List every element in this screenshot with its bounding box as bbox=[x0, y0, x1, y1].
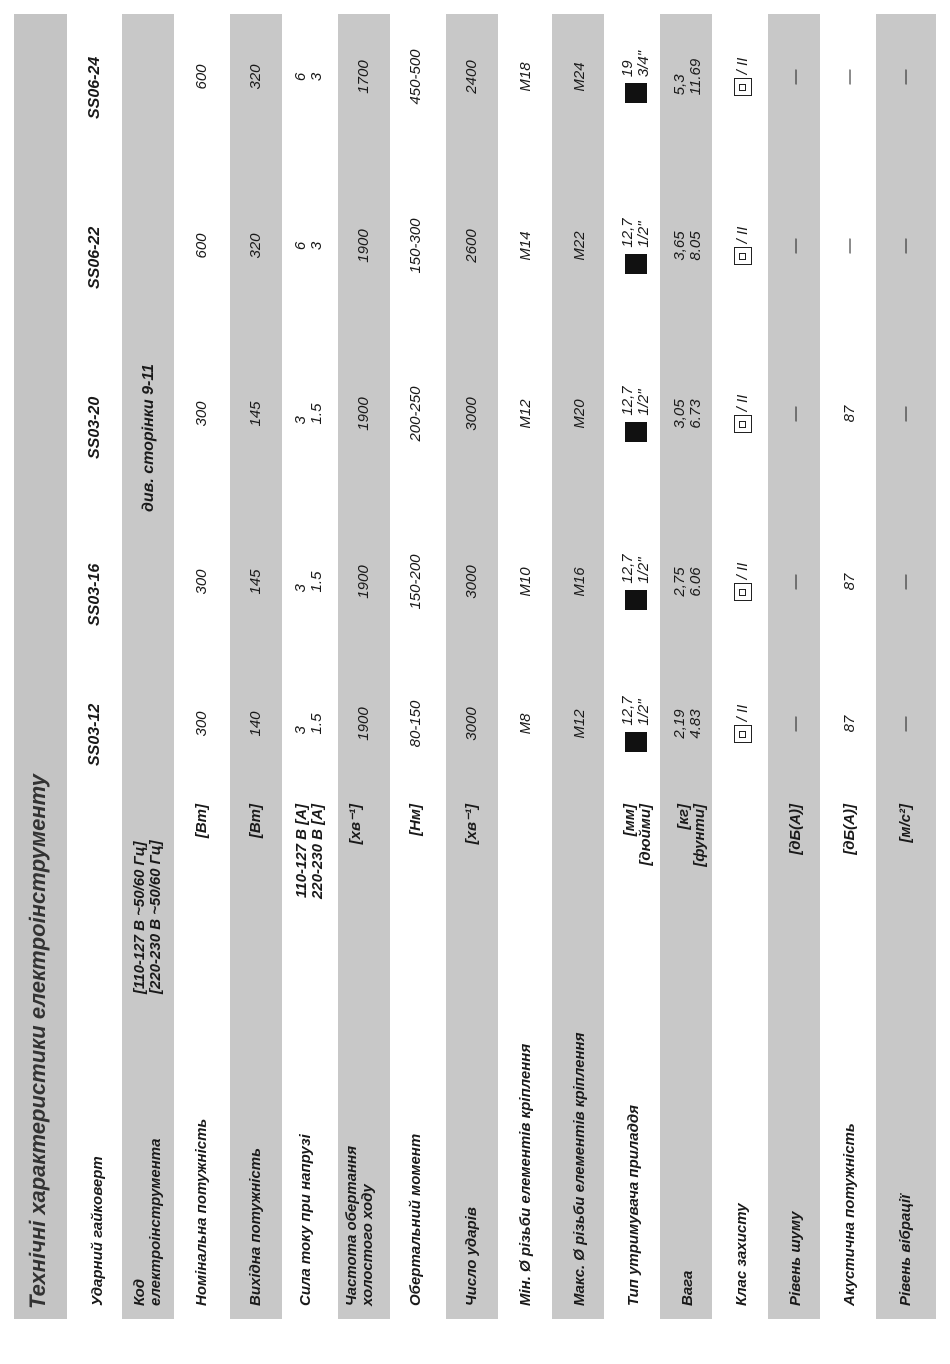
model-col-3: SS03-20 bbox=[86, 396, 103, 459]
output_power-value: 320 bbox=[247, 64, 264, 90]
model-col-1: SS03-12 bbox=[86, 703, 103, 766]
current-unit bbox=[294, 804, 326, 964]
holder-value bbox=[620, 369, 652, 459]
protection-class-icon bbox=[734, 247, 752, 265]
nominal_power-value: 600 bbox=[193, 233, 210, 259]
idle_speed-label bbox=[344, 1146, 376, 1306]
vibration-value: — bbox=[897, 716, 914, 732]
impacts-value: 3000 bbox=[463, 397, 480, 431]
weight-value-1: 2,75 bbox=[671, 567, 688, 597]
weight-value bbox=[672, 679, 704, 769]
current-value-2: 1.5 bbox=[308, 571, 325, 593]
current-value bbox=[293, 201, 325, 291]
current-value bbox=[293, 679, 325, 769]
holder-unit-2: [дюйми] bbox=[637, 804, 654, 866]
torque-value: 150-300 bbox=[407, 218, 424, 274]
output_power-value: 140 bbox=[247, 711, 264, 737]
weight-value-stack bbox=[672, 709, 704, 738]
holder-value-stack bbox=[620, 51, 652, 77]
band-code bbox=[122, 14, 174, 1319]
weight-value-1: 5,3 bbox=[671, 74, 688, 96]
nominal_power-value: 300 bbox=[193, 401, 210, 427]
current-value-stack bbox=[293, 572, 325, 593]
model-col-2: SS03-16 bbox=[86, 563, 103, 626]
acoustic-label: Акустична потужність bbox=[841, 1123, 858, 1306]
weight-value-stack bbox=[672, 567, 704, 596]
weight-value-2: 6.73 bbox=[687, 399, 704, 429]
protection-class-icon bbox=[734, 415, 752, 433]
protection-class-icon bbox=[734, 78, 752, 96]
idle_speed-value: 1900 bbox=[355, 397, 372, 431]
noise-value: — bbox=[787, 574, 804, 590]
max_thread-label: Макс. Ø різьби елементів кріплення bbox=[571, 1032, 588, 1306]
max_thread-value: M16 bbox=[571, 567, 588, 597]
weight-value bbox=[672, 537, 704, 627]
holder-value-1: 12,7 bbox=[619, 554, 636, 584]
protection-class-icon bbox=[734, 583, 752, 601]
weight-value-1: 3,65 bbox=[671, 231, 688, 261]
acoustic-unit: [дБ(А)] bbox=[841, 804, 858, 855]
impacts-value: 2600 bbox=[463, 229, 480, 263]
weight-value-stack bbox=[672, 231, 704, 260]
protection-value bbox=[734, 537, 752, 627]
model-col-5: SS06-24 bbox=[86, 56, 103, 119]
protection-class-icon bbox=[734, 725, 752, 743]
torque-value: 80-150 bbox=[407, 700, 424, 748]
weight-value bbox=[672, 32, 704, 122]
holder-value bbox=[620, 537, 652, 627]
noise-value: — bbox=[787, 69, 804, 85]
impacts-label: Число ударів bbox=[463, 1207, 480, 1306]
torque-label: Обертальний момент bbox=[407, 1133, 424, 1306]
noise-label: Рівень шуму bbox=[787, 1211, 804, 1306]
impacts-value: 3000 bbox=[463, 707, 480, 741]
vibration-value: — bbox=[897, 69, 914, 85]
vibration-label: Рівень вібрації bbox=[897, 1194, 914, 1306]
protection-value: / II bbox=[733, 562, 751, 580]
protection-value bbox=[734, 201, 752, 291]
square-drive-icon bbox=[625, 83, 647, 103]
model-col-4: SS06-22 bbox=[86, 226, 103, 289]
current-value-2: 1.5 bbox=[308, 713, 325, 735]
current-value-1: 6 bbox=[292, 72, 309, 82]
weight-value-2: 4.83 bbox=[687, 709, 704, 739]
holder-value-stack bbox=[620, 218, 652, 247]
protection-value: / II bbox=[733, 57, 751, 75]
nominal_power-value: 300 bbox=[193, 711, 210, 737]
acoustic-value: 87 bbox=[841, 715, 858, 733]
square-drive-icon bbox=[625, 590, 647, 610]
protection-value bbox=[734, 32, 752, 122]
holder-value-stack bbox=[620, 696, 652, 725]
weight-unit-1: [кг] bbox=[675, 804, 692, 830]
current-unit-1: 110-127 В [А] bbox=[293, 804, 310, 898]
idle_speed-value: 1900 bbox=[355, 565, 372, 599]
current-value-2: 3 bbox=[308, 72, 325, 82]
acoustic-value: 87 bbox=[841, 405, 858, 423]
current-unit-2: 220-230 В [А] bbox=[309, 804, 326, 900]
idle_speed-label-line1: Частота обертання bbox=[343, 1145, 360, 1306]
holder-value-1: 12,7 bbox=[619, 218, 636, 248]
current-value bbox=[293, 32, 325, 122]
impacts-unit: [хв⁻¹] bbox=[463, 804, 480, 845]
current-value-stack bbox=[293, 73, 325, 81]
current-value bbox=[293, 369, 325, 459]
protection-value: / II bbox=[733, 394, 751, 412]
holder-value-1: 12,7 bbox=[619, 386, 636, 416]
noise-value: — bbox=[787, 406, 804, 422]
code-label-line2: електроінструмента bbox=[147, 1138, 164, 1306]
holder-value bbox=[620, 201, 652, 291]
holder-value-2: 1/2" bbox=[635, 221, 652, 248]
current-value bbox=[293, 537, 325, 627]
vibration-value: — bbox=[897, 574, 914, 590]
current-value-2: 1.5 bbox=[308, 403, 325, 425]
code-units bbox=[132, 814, 164, 994]
weight-value-2: 6.06 bbox=[687, 567, 704, 597]
min_thread-value: M10 bbox=[517, 567, 534, 597]
weight-value-stack bbox=[672, 59, 704, 95]
vibration-unit: [м/с²] bbox=[897, 804, 914, 843]
impacts-value: 3000 bbox=[463, 565, 480, 599]
weight-value bbox=[672, 201, 704, 291]
weight-unit bbox=[676, 804, 708, 964]
weight-value bbox=[672, 369, 704, 459]
max_thread-value: M22 bbox=[571, 231, 588, 261]
code-unit-1: [110-127 В ~50/60 Гц] bbox=[131, 841, 148, 994]
current-value-stack bbox=[293, 714, 325, 735]
nominal_power-value: 600 bbox=[193, 64, 210, 90]
min_thread-label: Мін. Ø різьби елементів кріплення bbox=[517, 1043, 534, 1306]
holder-value bbox=[620, 679, 652, 769]
torque-unit: [Нм] bbox=[407, 804, 424, 836]
torque-value: 450-500 bbox=[407, 49, 424, 105]
holder-value-stack bbox=[620, 386, 652, 415]
protection-value: / II bbox=[733, 704, 751, 722]
protection-value: / II bbox=[733, 226, 751, 244]
min_thread-value: M8 bbox=[517, 713, 534, 735]
nominal_power-value: 300 bbox=[193, 569, 210, 595]
max_thread-value: M24 bbox=[571, 62, 588, 92]
idle_speed-unit: [хв⁻¹] bbox=[347, 804, 364, 845]
holder-value-2: 1/2" bbox=[635, 389, 652, 416]
holder-label: Тип утримувача приладдя bbox=[625, 1105, 642, 1306]
vibration-value: — bbox=[897, 406, 914, 422]
holder-value-1: 19 bbox=[619, 60, 636, 78]
weight-label: Вага bbox=[679, 1270, 696, 1306]
max_thread-value: M12 bbox=[571, 709, 588, 739]
output_power-label: Вихідна потужність bbox=[247, 1147, 264, 1306]
vibration-value: — bbox=[897, 238, 914, 254]
holder-value-2: 1/2" bbox=[635, 699, 652, 726]
output_power-value: 320 bbox=[247, 233, 264, 259]
output_power-unit: [Вт] bbox=[247, 804, 264, 839]
current-value-1: 6 bbox=[292, 241, 309, 251]
current-value-stack bbox=[293, 242, 325, 250]
acoustic-value: — bbox=[841, 238, 858, 254]
holder-value-2: 1/2" bbox=[635, 557, 652, 584]
holder-unit bbox=[622, 804, 654, 964]
idle_speed-value: 1700 bbox=[355, 60, 372, 94]
max_thread-value: M20 bbox=[571, 399, 588, 429]
idle_speed-label-line2: холостого ходу bbox=[359, 1184, 376, 1306]
idle_speed-value: 1900 bbox=[355, 707, 372, 741]
weight-value-1: 3,05 bbox=[671, 399, 688, 429]
protection-value bbox=[734, 679, 752, 769]
square-drive-icon bbox=[625, 254, 647, 274]
weight-unit-2: [фунти] bbox=[691, 804, 708, 867]
min_thread-value: M14 bbox=[517, 231, 534, 261]
square-drive-icon bbox=[625, 422, 647, 442]
code-note: див. сторінки 9-11 bbox=[140, 364, 157, 512]
idle_speed-value: 1900 bbox=[355, 229, 372, 263]
nominal_power-unit: [Вт] bbox=[193, 804, 210, 839]
current-label: Сила току при напрузі bbox=[297, 1134, 314, 1306]
protection-value bbox=[734, 369, 752, 459]
code-label-line1: Код bbox=[131, 1278, 148, 1306]
current-value-1: 3 bbox=[292, 584, 309, 593]
acoustic-value: 87 bbox=[841, 573, 858, 591]
square-drive-icon bbox=[625, 732, 647, 752]
holder-value-stack bbox=[620, 554, 652, 583]
header-label: Ударний гайковерт bbox=[89, 1156, 106, 1306]
weight-value-1: 2,19 bbox=[671, 709, 688, 739]
weight-value-2: 8.05 bbox=[687, 231, 704, 261]
noise-unit: [дБ(А)] bbox=[787, 804, 804, 855]
holder-unit-1: [мм] bbox=[621, 804, 638, 837]
holder-value bbox=[620, 32, 652, 122]
code-label bbox=[132, 1139, 164, 1306]
protection-label: Клас захисту bbox=[733, 1203, 750, 1306]
holder-value-1: 12,7 bbox=[619, 696, 636, 726]
noise-value: — bbox=[787, 238, 804, 254]
nominal_power-label: Номінальна потужність bbox=[193, 1118, 210, 1306]
acoustic-value: — bbox=[841, 69, 858, 85]
torque-value: 200-250 bbox=[407, 386, 424, 442]
output_power-value: 145 bbox=[247, 401, 264, 427]
code-unit-2: [220-230 В ~50/60 Гц] bbox=[147, 840, 164, 994]
output_power-value: 145 bbox=[247, 569, 264, 595]
current-value-1: 3 bbox=[292, 726, 309, 735]
current-value-stack bbox=[293, 404, 325, 425]
current-value-2: 3 bbox=[308, 241, 325, 251]
page-title: Технічні характеристики електроінструменту bbox=[25, 774, 50, 1309]
min_thread-value: M12 bbox=[517, 399, 534, 429]
noise-value: — bbox=[787, 716, 804, 732]
current-value-1: 3 bbox=[292, 416, 309, 425]
holder-value-2: 3/4" bbox=[635, 50, 652, 78]
weight-value-2: 11.69 bbox=[687, 58, 704, 96]
impacts-value: 2400 bbox=[463, 60, 480, 94]
weight-value-stack bbox=[672, 399, 704, 428]
torque-value: 150-200 bbox=[407, 554, 424, 610]
min_thread-value: M18 bbox=[517, 62, 534, 92]
